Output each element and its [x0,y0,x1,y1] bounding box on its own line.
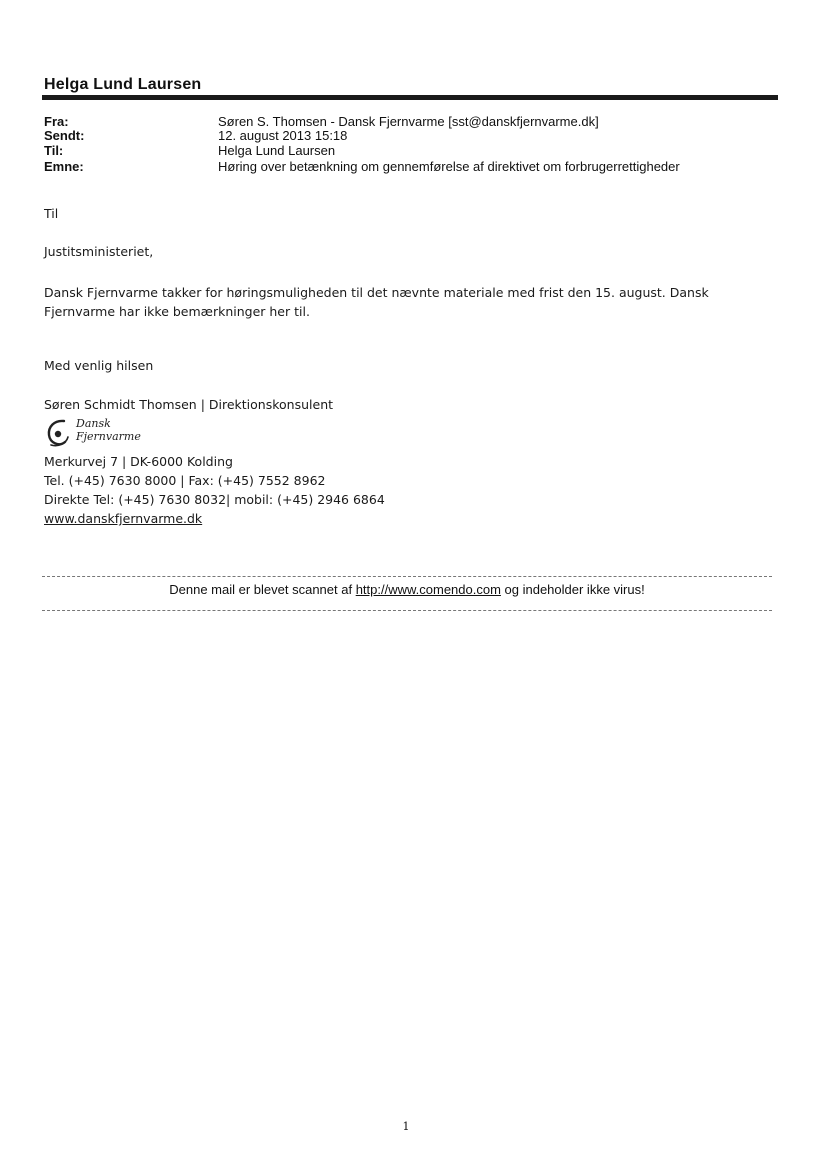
sent-value: 12. august 2013 15:18 [218,128,348,143]
scan-note-top-divider [42,576,772,577]
body-paragraph: Dansk Fjernvarme takker for høringsmuligheden til det nævnte materiale med frist den 15. august. Dansk Fjernvarme har ikke bemærkninger her til. [44,285,709,319]
mailbox-owner-name: Helga Lund Laursen [44,76,202,93]
scan-note-bottom-divider [42,610,772,611]
subject-value: Høring over betænkning om gennemførelse af direktivet om forbrugerrettigheder [218,159,680,174]
logo-text-line-2: Fjernvarme [76,430,141,443]
to-label: Til: [44,143,64,158]
signature-address: Merkurvej 7 | DK-6000 Kolding [44,454,233,469]
dansk-fjernvarme-logo [46,416,166,450]
signature-name-title: Søren Schmidt Thomsen | Direktionskonsulent [44,397,334,412]
comendo-link[interactable]: http://www.comendo.com [355,582,501,597]
header-divider [42,95,778,100]
scan-note-prefix: Denne mail er blevet scannet af [169,582,356,597]
subject-label: Emne: [44,159,84,174]
signature-website-link[interactable]: www.danskfjernvarme.dk [44,511,203,526]
signature-phone: Tel. (+45) 7630 8000 | Fax: (+45) 7552 8962 [44,473,326,488]
closing: Med venlig hilsen [44,358,154,373]
salutation-recipient: Justitsministeriet, [44,244,154,259]
logo-text-line-1: Dansk [76,417,111,430]
salutation-to: Til [44,206,59,221]
to-value: Helga Lund Laursen [218,143,336,158]
page-number: 1 [402,1120,410,1133]
sent-label: Sendt: [44,128,85,143]
logo-swirl-icon [46,418,72,448]
from-value: Søren S. Thomsen - Dansk Fjernvarme [sst@danskfjernvarme.dk] [218,114,599,129]
scan-note-suffix: og indeholder ikke virus! [500,582,645,597]
from-label: Fra: [44,114,69,129]
virus-scan-note [42,582,772,598]
signature-direct-phone: Direkte Tel: (+45) 7630 8032| mobil: (+45) 2946 6864 [44,492,385,507]
